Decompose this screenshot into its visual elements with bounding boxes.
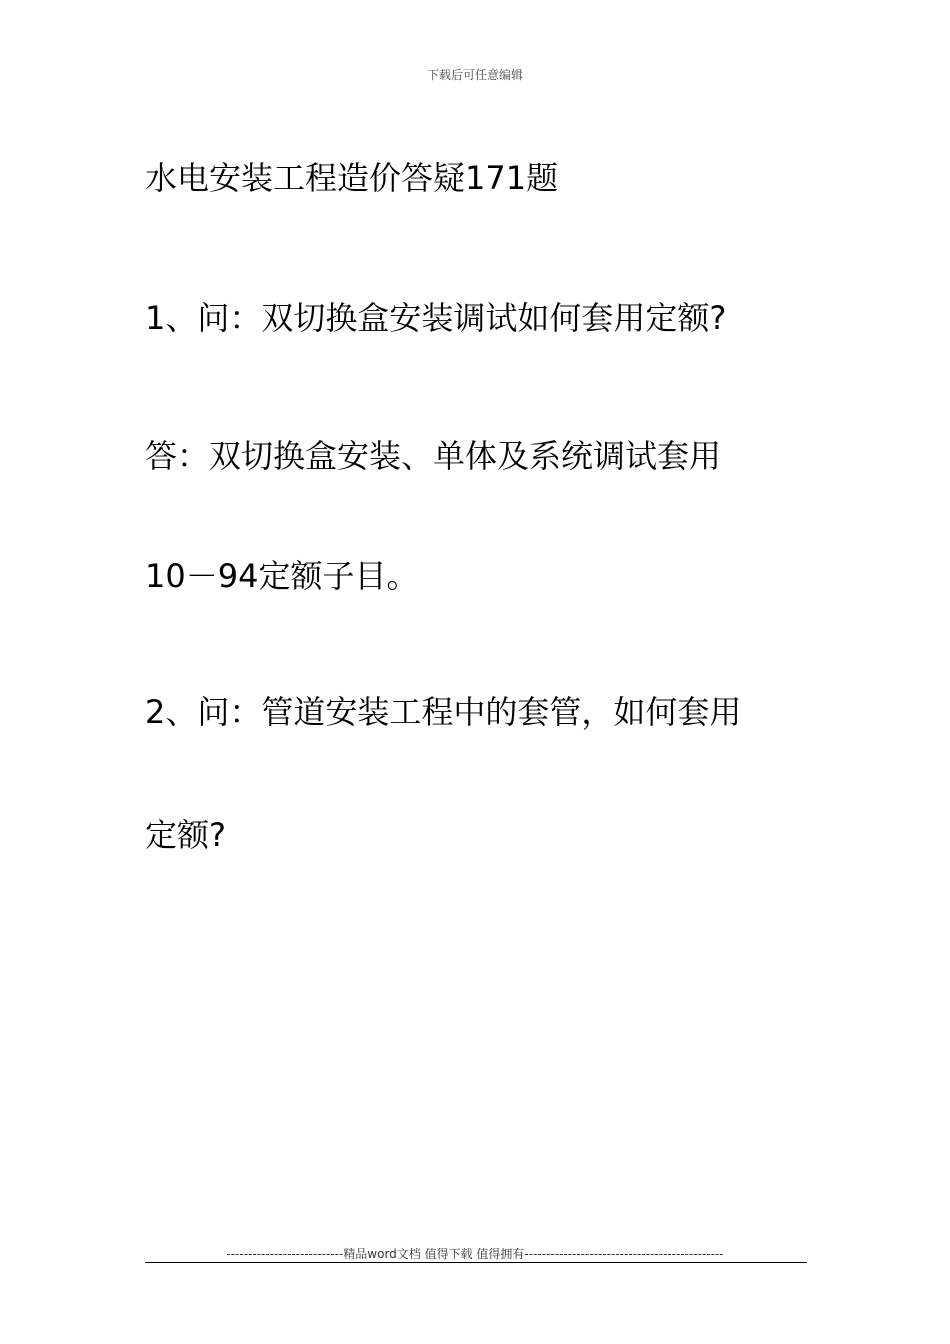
question-2-line-1: 2、问：管道安装工程中的套管，如何套用 bbox=[145, 693, 742, 731]
question-1-line: 1、问：双切换盒安装调试如何套用定额? bbox=[145, 299, 727, 337]
question-2-line-2: 定额? bbox=[145, 816, 226, 854]
document-title: 水电安装工程造价答疑171题 bbox=[145, 159, 559, 197]
footer-divider bbox=[145, 1262, 807, 1263]
answer-1-line-2: 10－94定额子目。 bbox=[145, 557, 419, 595]
page-header: 下载后可任意编辑 bbox=[426, 68, 523, 82]
page-footer-text: ---------------------------精品word文档 值得下载 值得拥有---------------------------------------------- bbox=[226, 1247, 724, 1261]
answer-1-line-1: 答：双切换盒安装、单体及系统调试套用 bbox=[145, 437, 722, 475]
